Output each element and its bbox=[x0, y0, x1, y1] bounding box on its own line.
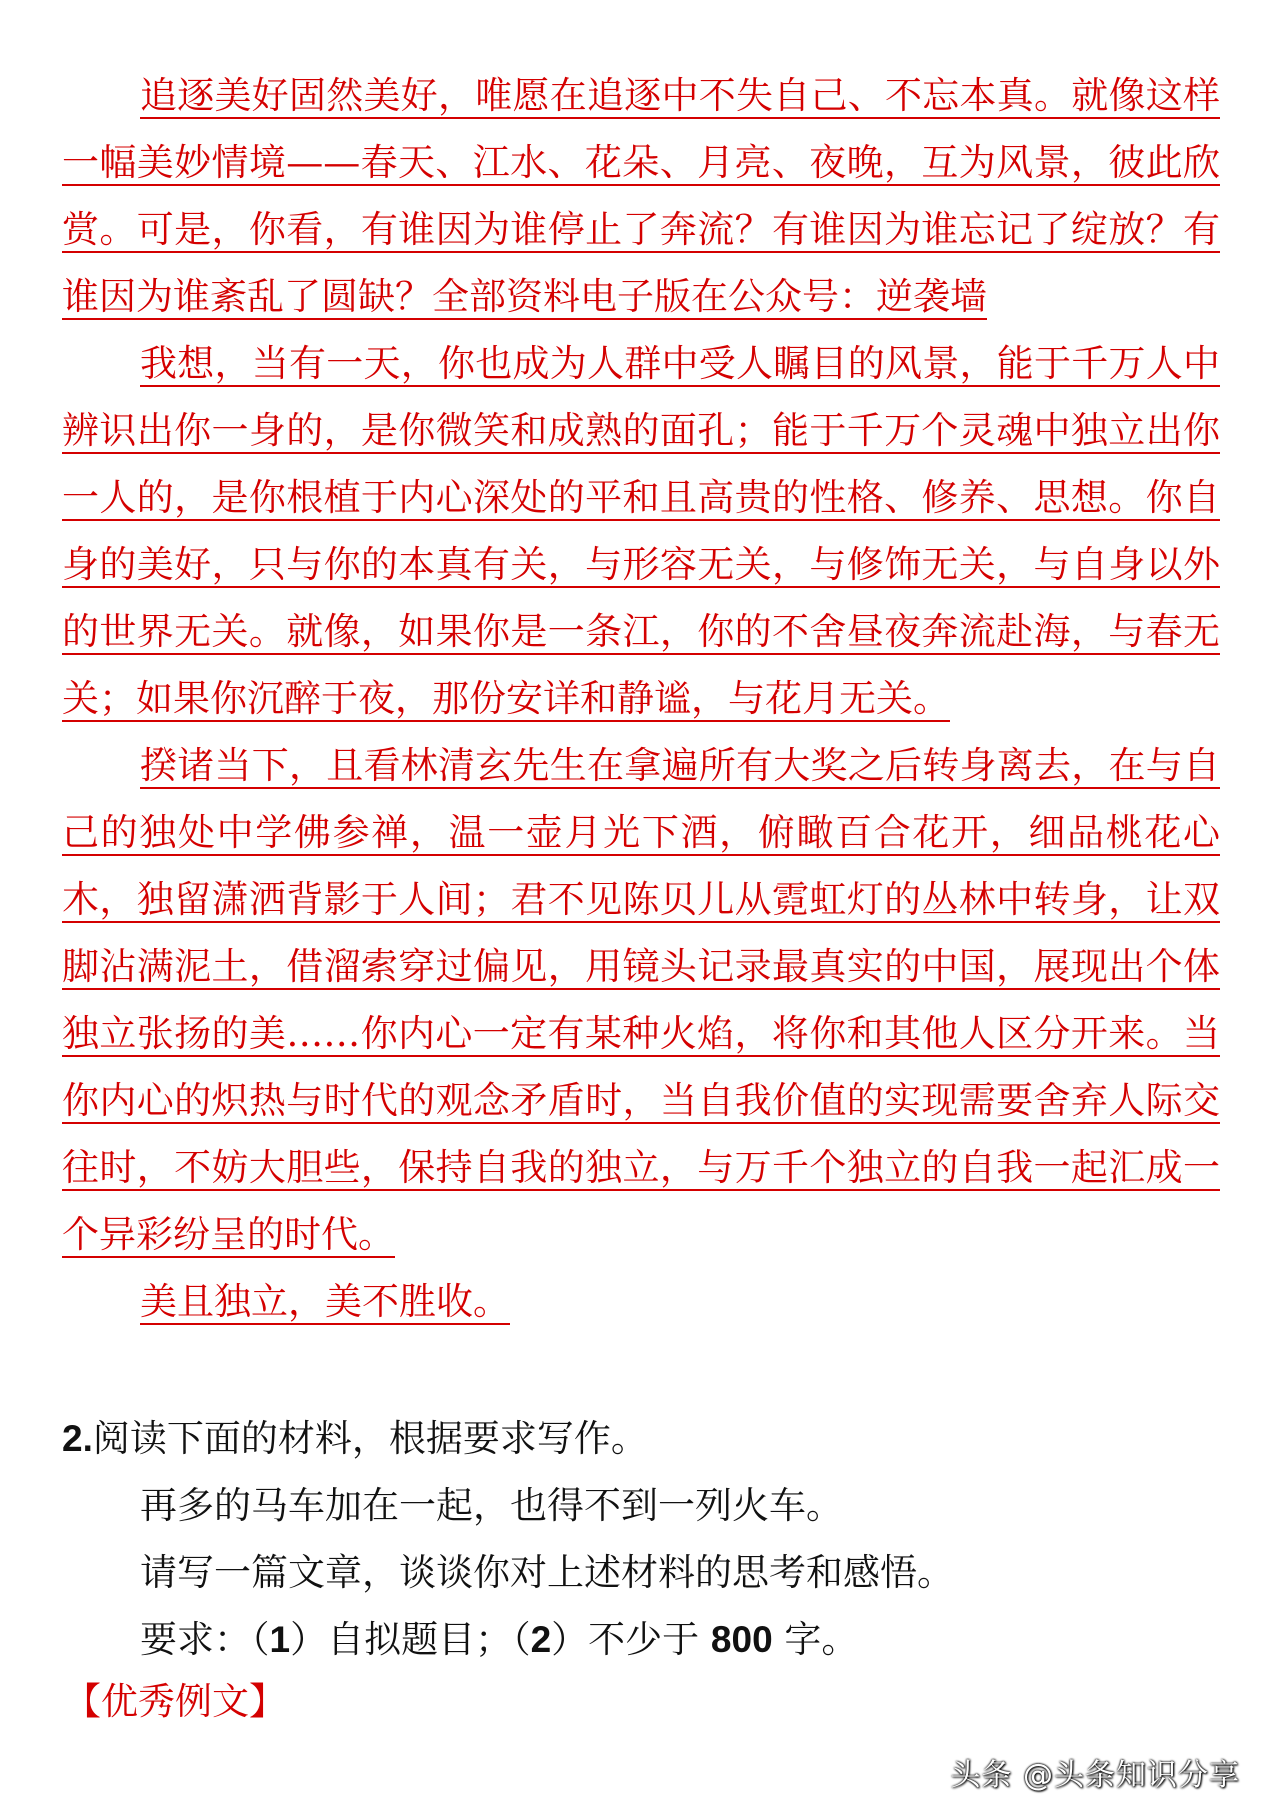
essay-paragraph-4 bbox=[62, 1268, 1220, 1335]
essay-paragraph-1 bbox=[62, 62, 1220, 330]
requirement-prefix: 要求：（ bbox=[140, 1618, 270, 1661]
essay-paragraph-2 bbox=[62, 330, 1220, 732]
question-title bbox=[62, 1405, 1220, 1472]
writing-question bbox=[62, 1405, 1220, 1673]
sample-essay bbox=[62, 62, 1220, 1335]
question-requirement bbox=[62, 1606, 1220, 1673]
essay-paragraph-1-text: 追逐美好固然美好，唯愿在追逐中不失自己、不忘本真。就像这样一幅美妙情境——春天、江水、花朵、月亮、夜晚，互为风景，彼此欣赏。可是，你看，有谁因为谁停止了奔流？有谁因为谁忘记了绽放？有谁因为谁紊乱了圆缺？全部资料电子版在公众号：逆袭墙 bbox=[62, 74, 1220, 318]
question-material: 再多的马车加在一起，也得不到一列火车。 bbox=[140, 1484, 843, 1527]
question-number: 2. bbox=[62, 1418, 93, 1459]
requirement-number-2: 2 bbox=[530, 1619, 552, 1660]
requirement-mid: ）自拟题目；（ bbox=[290, 1618, 531, 1661]
essay-paragraph-3-text: 揆诸当下，且看林清玄先生在拿遍所有大奖之后转身离去，在与自己的独处中学佛参禅，温一壶月光下酒，俯瞰百合花开，细品桃花心木，独留潇洒背影于人间；君不见陈贝儿从霓虹灯的丛林中转身，让双脚沾满泥土，借溜索穿过偏见，用镜头记录最真实的中国，展现出个体独立张扬的美……你内心一定有某种火焰，将你和其他人区分开来。当你内心的炽热与时代的观念矛盾时，当自我价值的实现需要舍弃人际交往时，不妨大胆些，保持自我的独立，与万千个独立的自我一起汇成一个异彩纷呈的时代。 bbox=[62, 744, 1220, 1256]
question-task: 请写一篇文章，谈谈你对上述材料的思考和感悟。 bbox=[140, 1551, 954, 1594]
question-instruction: 阅读下面的材料，根据要求写作。 bbox=[92, 1417, 648, 1460]
watermark: 头条 @头条知识分享 bbox=[950, 1758, 1240, 1793]
requirement-number-1: 1 bbox=[269, 1619, 291, 1660]
essay-paragraph-3 bbox=[62, 732, 1220, 1268]
essay-paragraph-4-text: 美且独立，美不胜收。 bbox=[140, 1280, 510, 1323]
requirement-suffix: 字。 bbox=[772, 1618, 859, 1661]
sample-essay-label: 【优秀例文】 bbox=[64, 1680, 286, 1723]
essay-paragraph-2-text: 我想，当有一天，你也成为人群中受人瞩目的风景，能于千万人中辨识出你一身的，是你微笑和成熟的面孔；能于千万个灵魂中独立出你一人的，是你根植于内心深处的平和且高贵的性格、修养、思想。你自身的美好，只与你的本真有关，与形容无关，与修饰无关，与自身以外的世界无关。就像，如果你是一条江，你的不舍昼夜奔流赴海，与春无关；如果你沉醉于夜，那份安详和静谧，与花月无关。 bbox=[62, 342, 1220, 720]
requirement-mid-2: ）不少于 bbox=[551, 1618, 711, 1661]
requirement-word-count: 800 bbox=[710, 1619, 773, 1660]
